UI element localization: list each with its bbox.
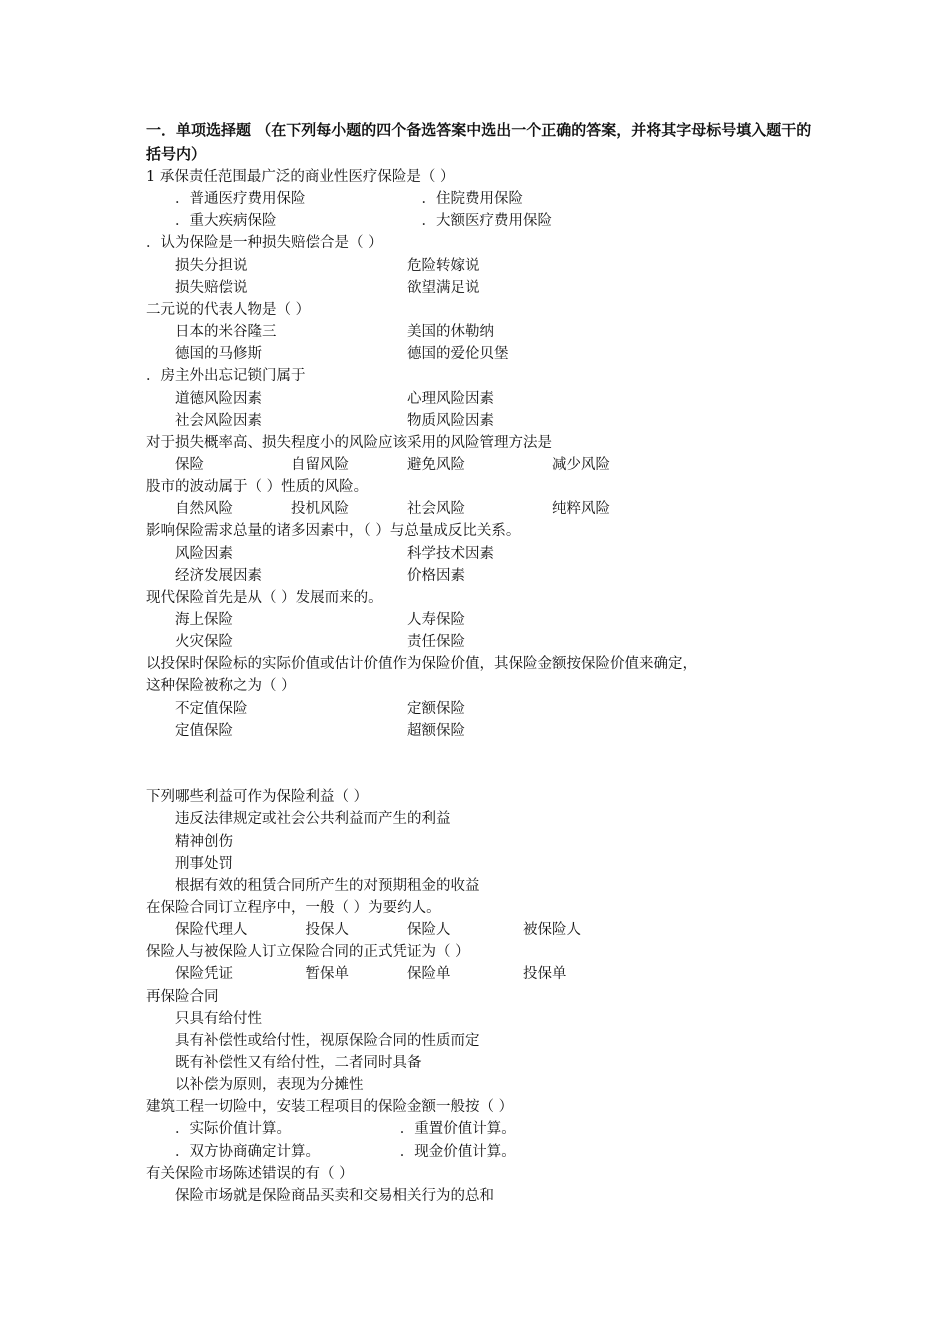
question-line: 1 承保责任范围最广泛的商业性医疗保险是（ ） — [146, 169, 455, 185]
answer-option-line: 保险市场就是保险商品买卖和交易相关行为的总和 — [175, 1188, 494, 1204]
answer-option-line: 损失分担说 危险转嫁说 — [175, 258, 480, 274]
question-line: 这种保险被称之为（ ） — [146, 678, 296, 694]
question-line: 影响保险需求总量的诸多因素中，（ ）与总量成反比关系。 — [146, 523, 521, 539]
answer-option-line: 社会风险因素 物质风险因素 — [175, 413, 494, 429]
answer-option-line: ．普通医疗费用保险 ．住院费用保险 — [175, 191, 523, 207]
question-line: 股市的波动属于（ ）性质的风险。 — [146, 479, 369, 495]
answer-option-line: 根据有效的租赁合同所产生的对预期租金的收益 — [175, 878, 480, 894]
question-line: ．房主外出忘记锁门属于 — [146, 368, 306, 384]
question-line: 保险人与被保险人订立保险合同的正式凭证为（ ） — [146, 944, 470, 960]
answer-option-line: 具有补偿性或给付性，视原保险合同的性质而定 — [175, 1033, 480, 1049]
answer-option-line: 定值保险 超额保险 — [175, 723, 465, 739]
answer-option-line: 经济发展因素 价格因素 — [175, 568, 465, 584]
answer-option-line: ．实际价值计算。 ．重置价值计算。 — [175, 1121, 516, 1137]
answer-option-line: 不定值保险 定额保险 — [175, 701, 465, 717]
section-heading: 一．单项选择题 （在下列每小题的四个备选答案中选出一个正确的答案，并将其字母标号填入题干的括号内） — [146, 121, 812, 163]
question-line: 以投保时保险标的实际价值或估计价值作为保险价值，其保险金额按保险价值来确定， — [146, 656, 697, 672]
answer-option-line: 保险凭证 暂保单 保险单 投保单 — [175, 966, 567, 982]
question-line: 对于损失概率高、损失程度小的风险应该采用的风险管理方法是 — [146, 435, 552, 451]
answer-option-line: ．双方协商确定计算。 ．现金价值计算。 — [175, 1144, 516, 1160]
answer-option-line: 保险代理人 投保人 保险人 被保险人 — [175, 922, 581, 938]
answer-option-line: 损失赔偿说 欲望满足说 — [175, 280, 480, 296]
answer-option-line: 德国的马修斯 德国的爱伦贝堡 — [175, 346, 509, 362]
answer-option-line: 风险因素 科学技术因素 — [175, 546, 494, 562]
answer-option-line: 只具有给付性 — [175, 1011, 262, 1027]
answer-option-line: 以补偿为原则，表现为分摊性 — [175, 1077, 364, 1093]
question-line: 建筑工程一切险中，安装工程项目的保险金额一般按（ ） — [146, 1099, 514, 1115]
question-line: 下列哪些利益可作为保险利益（ ） — [146, 789, 369, 805]
answer-option-line: 道德风险因素 心理风险因素 — [175, 391, 494, 407]
answer-option-line: 火灾保险 责任保险 — [175, 634, 465, 650]
question-line: ．认为保险是一种损失赔偿合是（ ） — [146, 235, 383, 251]
question-line: 二元说的代表人物是（ ） — [146, 302, 311, 318]
question-line: 再保险合同 — [146, 989, 219, 1005]
question-line: 在保险合同订立程序中，一般（ ）为要约人。 — [146, 900, 441, 916]
answer-option-line: 保险 自留风险 避免风险 减少风险 — [175, 457, 610, 473]
answer-option-line: 既有补偿性又有给付性，二者同时具备 — [175, 1055, 422, 1071]
answer-option-line: 精神创伤 — [175, 834, 233, 850]
answer-option-line: 海上保险 人寿保险 — [175, 612, 465, 628]
question-line: 现代保险首先是从（ ）发展而来的。 — [146, 590, 383, 606]
question-line: 有关保险市场陈述错误的有（ ） — [146, 1166, 354, 1182]
answer-option-line: 日本的米谷隆三 美国的休勒纳 — [175, 324, 494, 340]
answer-option-line: 自然风险 投机风险 社会风险 纯粹风险 — [175, 501, 610, 517]
answer-option-line: 违反法律规定或社会公共利益而产生的利益 — [175, 811, 451, 827]
answer-option-line: ．重大疾病保险 ．大额医疗费用保险 — [175, 213, 552, 229]
answer-option-line: 刑事处罚 — [175, 856, 233, 872]
